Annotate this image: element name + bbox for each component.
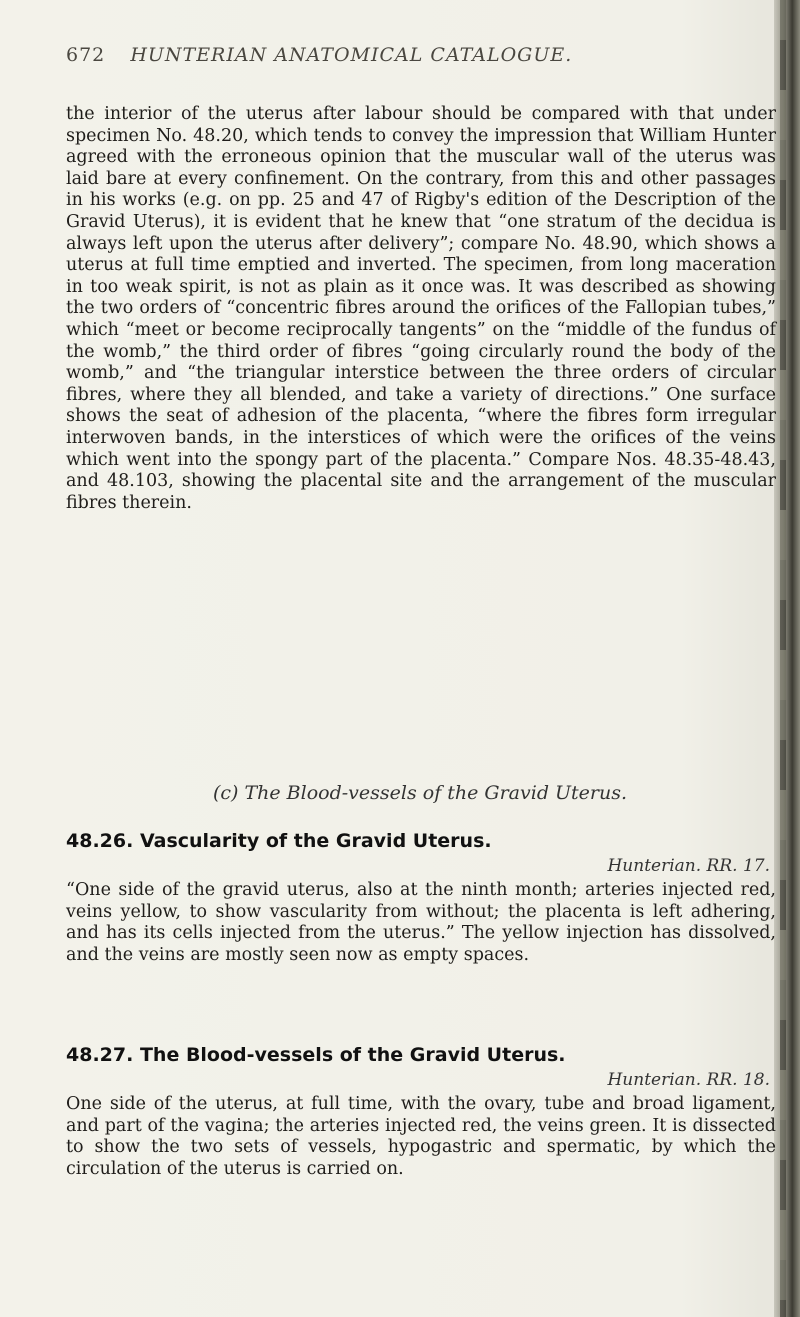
specimen-description: “One side of the gravid uterus, also at the ninth month; arteries injected red, veins yellow, to show vascularity from without; the placenta is left adhering, and has its cells injected from the uterus.” The yellow injection has dissolved, and the veins are mostly seen now as empty spaces. [66, 880, 776, 965]
book-spine-edge [774, 0, 800, 1317]
running-header [66, 44, 766, 66]
page-number: 672 [66, 44, 106, 66]
specimen-title: Vascularity of the Gravid Uterus. [139, 830, 492, 852]
specimen-heading [66, 830, 776, 852]
specimen-source: Hunterian. RR. 18. [607, 1070, 770, 1090]
section-heading: (c) The Blood-vessels of the Gravid Uterus. [212, 782, 628, 804]
specimen-number: 48.26. [66, 830, 134, 852]
specimen-heading [66, 1044, 776, 1066]
specimen-description: One side of the uterus, at full time, with the ovary, tube and broad ligament, and part of the vagina; the arteries injected red, the veins green. It is dissected to show the two sets of vessels, hypogastric and spermatic, by which the circulation of the uterus is carried on. [66, 1094, 776, 1179]
intro-block [66, 104, 776, 514]
specimen-title: The Blood-vessels of the Gravid Uterus. [139, 1044, 566, 1066]
specimen-source: Hunterian. RR. 17. [607, 856, 770, 876]
specimen-entry-2 [66, 1044, 776, 1180]
running-title: HUNTERIAN ANATOMICAL CATALOGUE. [130, 44, 573, 66]
intro-paragraph: the interior of the uterus after labour should be compared with that under specimen No. 48.20, which tends to convey the impression that William Hunter agreed with the erroneous opinion that the muscular wall of the uterus was laid bare at every confinement. On the contrary, from this and other passages in his works (e.g. on pp. 25 and 47 of Rigby's edition of the Description of the Gravid Uterus), it is evident that he knew that “one stratum of the decidua is always left upon the uterus after delivery”; compare No. 48.90, which shows a uterus at full time emptied and inverted. The specimen, from long maceration in too weak spirit, is not as plain as it once was. It was described as showing the two orders of “concentric fibres around the orifices of the Fallopian tubes,” which “meet or become reciprocally tangents” on the “middle of the fundus of the womb,” the third order of fibres “going circularly round the body of the womb,” and “the triangular interstice between the three orders of circular fibres, where they all blended, and take a variety of directions.” One surface shows the seat of adhesion of the placenta, “where the fibres form irregular interwoven bands, in the interstices of which were the orifices of the veins which went into the spongy part of the placenta.” Compare Nos. 48.35-48.43, and 48.103, showing the placental site and the arrangement of the muscular fibres therein. [66, 104, 776, 513]
specimen-number: 48.27. [66, 1044, 134, 1066]
specimen-entry-1 [66, 830, 776, 966]
